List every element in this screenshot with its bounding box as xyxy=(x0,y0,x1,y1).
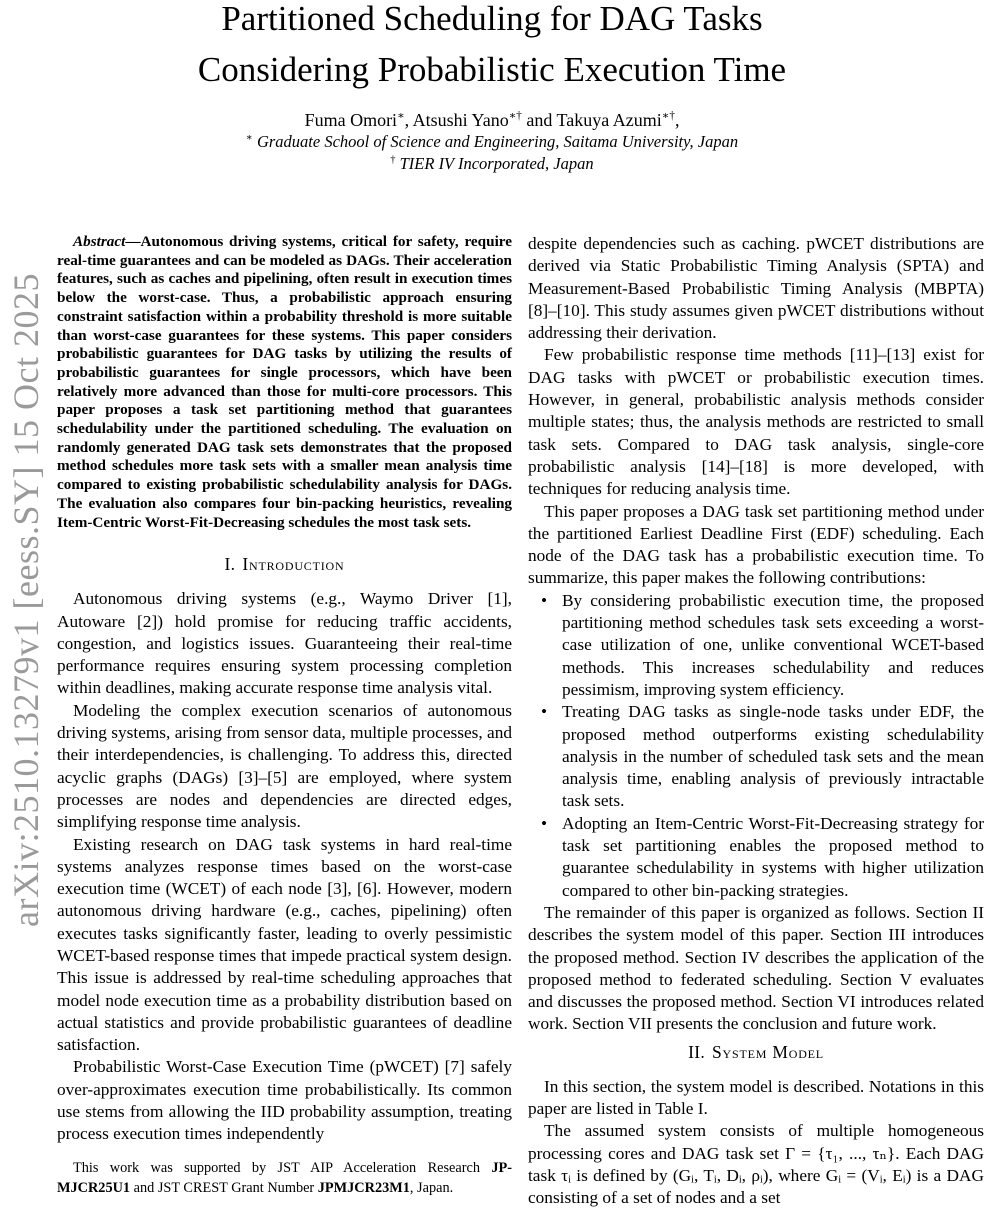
contributions-list xyxy=(528,590,984,902)
system-model-paragraph-2: The assumed system consists of multiple homogeneous processing cores and DAG task set Γ = {τ₁, ..., τₙ}. Each DAG task τᵢ is defined by (Gᵢ, Tᵢ, Dᵢ, ρᵢ), where Gᵢ = (Vᵢ, Eᵢ) is a DAG consisting of a set of nodes and a set xyxy=(528,1121,984,1208)
left-column xyxy=(57,233,512,1209)
section-title: Introduction xyxy=(242,554,345,575)
intro-paragraph-4-left: Probabilistic Worst-Case Execution Time (pWCET) [7] safely over-approximates execution time probabilistically. Its common use stems from allowing the IID probability assumption, treating process execution times independently xyxy=(57,1057,512,1144)
footnote-text-1: This work was supported by JST AIP Acceleration Research xyxy=(73,1160,492,1176)
author-1-affil-marks: ∗ xyxy=(397,110,405,122)
author-3: Takuya Azumi xyxy=(556,110,662,130)
list-item xyxy=(528,701,984,812)
authors-line-tail: , xyxy=(674,110,680,130)
authors-line xyxy=(0,110,984,131)
section-heading-system-model xyxy=(528,1042,984,1063)
system-model-paragraph-1: In this section, the system model is described. Notations in this paper are listed in Table I. xyxy=(528,1076,984,1118)
title-block xyxy=(0,0,984,175)
intro-paragraph-4-continued: despite dependencies such as caching. pWCET distributions are derived via Static Probabilistic Timing Analysis (SPTA) and Measurement-Based Probabilistic Timing Analysis (MBPTA) [8]–[10]. This study assumes given pWCET distributions without addressing their derivation. xyxy=(528,234,984,343)
affiliation-1 xyxy=(0,131,984,153)
footnote-text-2: and JST CREST Grant Number xyxy=(130,1179,318,1196)
section-number: I. xyxy=(224,554,236,575)
list-item xyxy=(528,813,984,902)
author-2: Atsushi Yano xyxy=(412,110,509,130)
bullet-icon: • xyxy=(541,702,548,722)
intro-paragraph-3: Existing research on DAG task systems in hard real-time systems analyzes response times based on the worst-case execution time (WCET) of each node [3], [6]. However, modern autonomous driving hardware (e.g., caches, pipelining) often executes tasks significantly faster, leading to overly pessimistic WCET-based response times that impede practical system design. This issue is addressed by real-time scheduling approaches that model node execution time as a probability distribution based on actual statistics and provide probabilistic guarantees of deadline satisfaction. xyxy=(57,834,512,1055)
abstract-paragraph xyxy=(57,233,512,532)
grant-number-2: JPMJCR23M1 xyxy=(317,1179,410,1196)
list-item xyxy=(528,590,984,701)
intro-paragraph-5: Few probabilistic response time methods [11]–[13] exist for DAG tasks with pWCET or probabilistic execution times. However, in general, probabilistic analysis methods consider multiple states; thus, the analysis methods are restricted to small task sets. Compared to DAG task analysis, single-core probabilistic analysis [14]–[18] is more developed, with techniques for reducing analysis time. xyxy=(528,345,984,499)
author-separator-1: , xyxy=(404,110,413,130)
affiliation-1-text: Graduate School of Science and Engineering, Saitama University, Japan xyxy=(252,132,739,151)
intro-paragraph-1: Autonomous driving systems (e.g., Waymo Driver [1], Autoware [2]) hold promise for reducing traffic accidents, congestion, and logistics issues. Guaranteeing their real-time performance requires ensuring system processing completion within deadlines, making accurate response time analysis vital. xyxy=(57,589,512,698)
intro-paragraph-6: This paper proposes a DAG task set partitioning method under the partitioned Earliest Deadline First (EDF) scheduling. Each node of the DAG task has a probabilistic execution time. To summarize, this paper makes the following contributions: xyxy=(528,501,984,588)
author-1: Fuma Omori xyxy=(304,110,398,130)
two-column-body xyxy=(57,233,984,1209)
grant-number-1: JP-MJCR25U1 xyxy=(57,1160,512,1196)
right-column xyxy=(528,233,984,1209)
paper-title xyxy=(0,0,984,95)
section-title: System Model xyxy=(712,1041,824,1062)
abstract-text: —Autonomous driving systems, critical for safety, require real-time guarantees and can be modeled as DAGs. Their acceleration features, such as caches and pipelining, often result in execution times below the worst-case. Thus, a probabilistic approach ensuring constraint satisfaction within a probability threshold is more suitable than worst-case guarantees for these systems. This paper considers probabilistic guarantees for DAG tasks by utilizing the results of probabilistic guarantees for single processors, which have been relatively more advanced than those for multi-core processors. This paper proposes a task set partitioning method that guarantees schedulability under the partitioned scheduling. The evaluation on randomly generated DAG task sets demonstrates that the proposed method schedules more task sets with a smaller mean analysis time compared to existing probabilistic schedulability analysis for DAGs. The evaluation also compares four bin-packing heuristics, revealing Item-Centric Worst-Fit-Decreasing schedules the most task sets. xyxy=(57,233,512,531)
author-3-affil-marks: ∗† xyxy=(661,110,675,122)
author-2-affil-marks: ∗† xyxy=(508,110,522,122)
intro-paragraph-7: The remainder of this paper is organized as follows. Section II describes the system model of this paper. Section III introduces the proposed method. Section IV describes the application of the proposed method to federated scheduling. Section V evaluates and discusses the proposed method. Section VI introduces related work. Section VII presents the conclusion and future work. xyxy=(528,902,984,1034)
affiliation-2 xyxy=(0,153,984,175)
section-heading-introduction xyxy=(57,554,512,575)
arxiv-watermark: arXiv:2510.13279v1 [eess.SY] 15 Oct 2025 xyxy=(6,273,46,927)
footnote-text-3: , Japan. xyxy=(409,1179,454,1196)
section-number: II. xyxy=(688,1041,705,1062)
bullet-icon: • xyxy=(541,590,548,610)
funding-footnote xyxy=(57,1159,512,1198)
contribution-2-text: Treating DAG tasks as single-node tasks under EDF, the proposed method outperforms existing schedulability analysis in the number of scheduled task sets and the mean analysis time, enabling analysis of previously intractable task sets. xyxy=(562,702,984,811)
affiliation-2-text: TIER IV Incorporated, Japan xyxy=(395,154,594,173)
bullet-icon: • xyxy=(541,813,548,833)
paper-title-line-1: Partitioned Scheduling for DAG Tasks xyxy=(221,0,763,38)
affiliation-1-mark: ∗ xyxy=(245,132,253,144)
intro-paragraph-2: Modeling the complex execution scenarios of autonomous driving systems, arising from sensor data, multiple processes, and their interdependencies, is challenging. To address this, directed acyclic graphs (DAGs) [3]–[5] are employed, where system processes are nodes and dependencies are directed edges, simplifying response time analysis. xyxy=(57,700,512,832)
paper-title-line-2: Considering Probabilistic Execution Time xyxy=(197,50,787,89)
contribution-3-text: Adopting an Item-Centric Worst-Fit-Decreasing strategy for task set partitioning enables the proposed method to guarantee schedulability in systems with higher utilization compared to other bin-packing strategies. xyxy=(562,813,984,900)
contribution-1-text: By considering probabilistic execution time, the proposed partitioning method schedules task sets exceeding a worst-case utilization of one, unlike conventional WCET-based methods. This increases schedulability and reduces pessimism, improving system efficiency. xyxy=(562,590,984,699)
affiliation-2-mark: † xyxy=(390,154,396,166)
abstract-label: Abstract xyxy=(73,233,126,250)
author-separator-2: and xyxy=(521,110,557,130)
